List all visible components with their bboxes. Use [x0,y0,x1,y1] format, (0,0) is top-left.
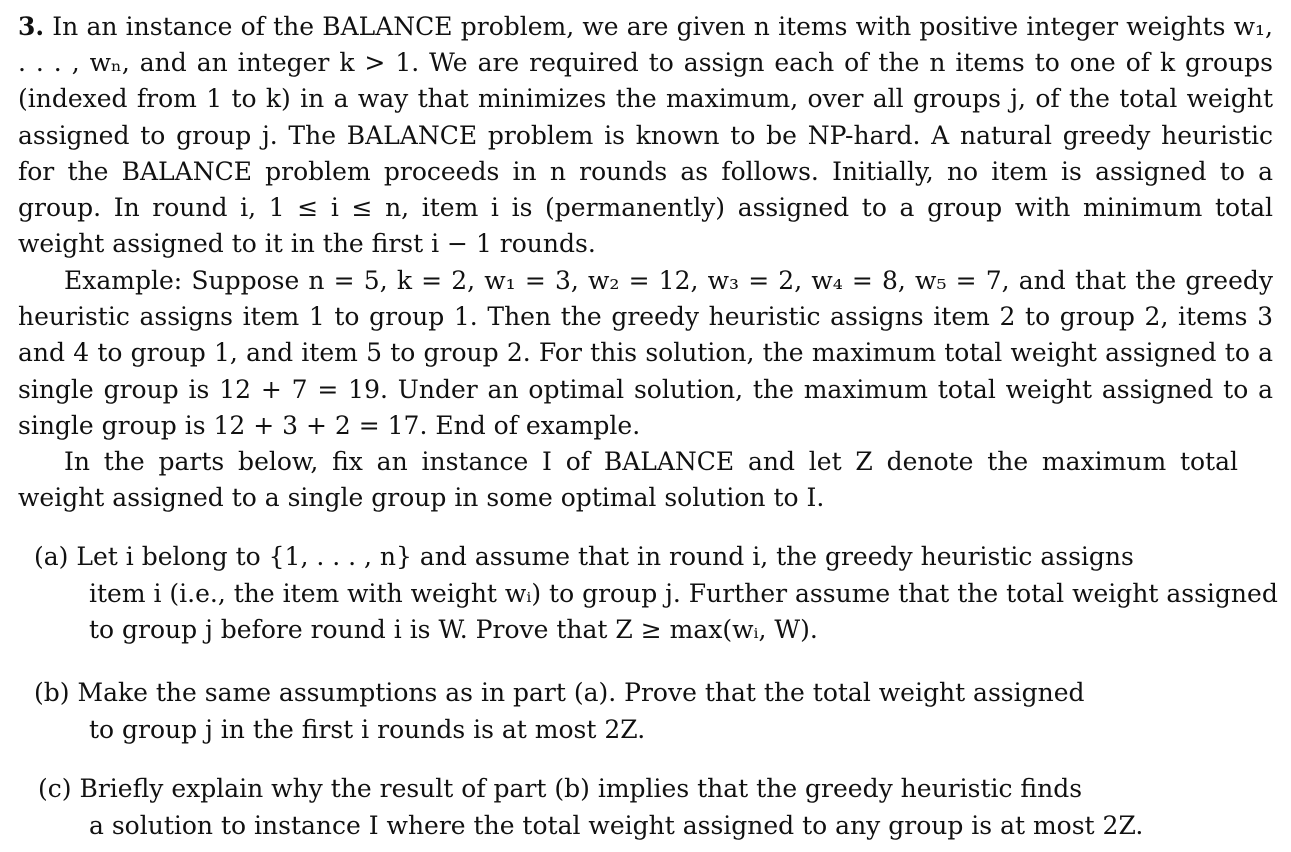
part-b-label: (b) [34,678,70,707]
part-b [34,675,1085,748]
part-b-line-1: Make the same assumptions as in part (a). Prove that the total weight assigned [77,678,1085,707]
problem-intro-text: In an instance of the BALANCE problem, we are given n items with positive integer weights w₁, . . . , wₙ, and an integer k > 1. We are required to assign each of the n items to one of k groups (indexed from 1 to k) in a way that minimizes the maximum, over all groups j, of the total weight assigned to group j. The BALANCE problem is known to be NP-hard. A natural greedy heuristic for the BALANCE problem proceeds in n rounds as follows. Initially, no item is assigned to a group. In round i, 1 ≤ i ≤ n, item i is (permanently) assigned to a group with minimum total weight assigned to it in the first i − 1 rounds. [18,12,1273,259]
part-a-first-line [34,539,1278,576]
part-a-line-1: Let i belong to {1, . . . , n} and assume that in round i, the greedy heuristic assigns [76,542,1134,571]
part-c-line-2: a solution to instance I where the total weight assigned to any group is at most 2Z. [89,810,1144,840]
example-paragraph: Example: Suppose n = 5, k = 2, w₁ = 3, w₂ = 12, w₃ = 2, w₄ = 8, w₅ = 7, and that the greedy heuristic assigns item 1 to group 1. Then the greedy heuristic assigns item 2 to group 2, items 3 and 4 to group 1, and item 5 to group 2. For this solution, the maximum total weight assigned to a single group is 12 + 7 = 19. Under an optimal solution, the maximum total weight assigned to a single group is 12 + 3 + 2 = 17. End of example. [18,266,1273,440]
part-c [38,771,1143,844]
part-a-line-3: to group j before round i is W. Prove that Z ≥ max(wᵢ, W). [89,615,818,644]
part-c-line-1: Briefly explain why the result of part (b) implies that the greedy heuristic finds [79,774,1083,803]
part-a-label: (a) [34,542,69,571]
part-b-first-line [34,675,1085,712]
part-a [34,539,1278,649]
problem-number: 3. [18,12,45,41]
part-c-label: (c) [38,774,72,803]
part-a-line-2: item i (i.e., the item with weight wᵢ) to group j. Further assume that the total weight assigned [89,578,1278,608]
problem-intro-paragraph [18,9,1273,262]
part-c-first-line [38,771,1143,808]
part-b-line-2: to group j in the first i rounds is at most 2Z. [89,714,646,744]
setup-paragraph: In the parts below, fix an instance I of BALANCE and let Z denote the maximum total weight assigned to a single group in some optimal solution to I. [18,447,1238,513]
